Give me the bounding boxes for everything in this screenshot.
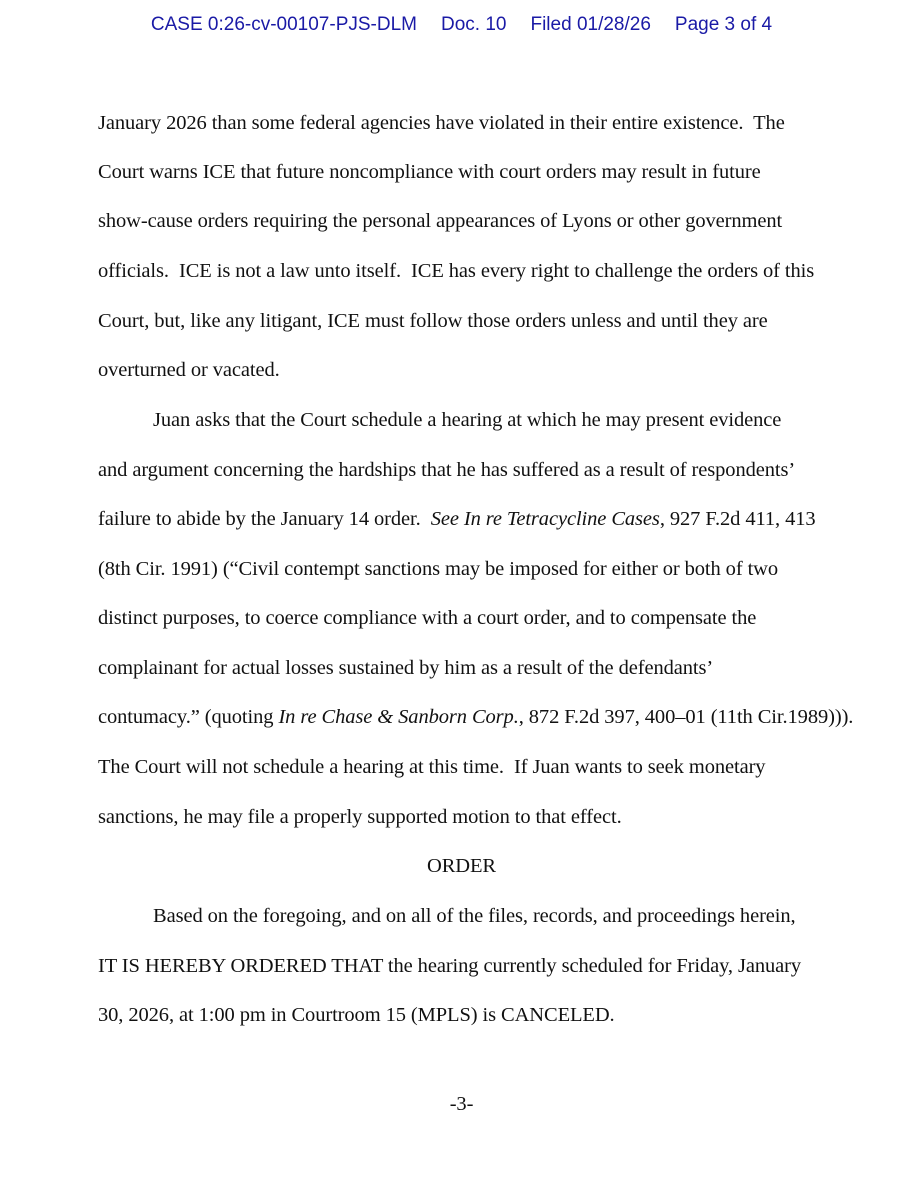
text-line: and argument concerning the hardships that he has suffered as a result of respondents’ xyxy=(98,459,796,481)
text-line: IT IS HEREBY ORDERED THAT the hearing currently scheduled for Friday, January xyxy=(98,955,802,977)
text-line: Juan asks that the Court schedule a hearing at which he may present evidence xyxy=(153,409,782,431)
doc-number: Doc. 10 xyxy=(441,14,507,35)
text-line: 30, 2026, at 1:00 pm in Courtroom 15 (MPLS) is CANCELED. xyxy=(98,1004,615,1026)
page-indicator: Page 3 of 4 xyxy=(674,14,773,35)
document-header xyxy=(0,14,923,36)
text-line: Court, but, like any litigant, ICE must follow those orders unless and until they are xyxy=(98,310,768,332)
text-line-citation: failure to abide by the January 14 order. See In re Tetracycline Cases, 927 F.2d 411, 413 xyxy=(98,508,816,530)
text-line: show-cause orders requiring the personal appearances of Lyons or other government xyxy=(98,210,783,232)
text-line: complainant for actual losses sustained by him as a result of the defendants’ xyxy=(98,657,714,679)
case-citation-tetracycline: See In re Tetracycline Cases xyxy=(430,508,660,530)
text-line: January 2026 than some federal agencies have violated in their entire existence. The xyxy=(98,112,785,134)
text-line: Court warns ICE that future noncompliance with court orders may result in future xyxy=(98,161,761,183)
text-line-citation: contumacy.” (quoting In re Chase & Sanborn Corp., 872 F.2d 397, 400–01 (11th Cir.1989))). xyxy=(98,706,854,728)
filed-date: Filed 01/28/26 xyxy=(530,14,651,35)
order-heading: ORDER xyxy=(427,855,496,877)
case-number: CASE 0:26-cv-00107-PJS-DLM xyxy=(150,14,417,35)
text-line: sanctions, he may file a properly supported motion to that effect. xyxy=(98,806,622,828)
case-citation-chase-sanborn: In re Chase & Sanborn Corp. xyxy=(278,706,519,728)
page-number: -3- xyxy=(449,1093,474,1115)
text-line: overturned or vacated. xyxy=(98,359,280,381)
text-line: The Court will not schedule a hearing at this time. If Juan wants to seek monetary xyxy=(98,756,766,778)
text-line: distinct purposes, to coerce compliance with a court order, and to compensate the xyxy=(98,607,757,629)
text-line: Based on the foregoing, and on all of the files, records, and proceedings herein, xyxy=(153,905,796,927)
text-line: officials. ICE is not a law unto itself. ICE has every right to challenge the orders of this xyxy=(98,260,815,282)
text-line: (8th Cir. 1991) (“Civil contempt sanctions may be imposed for either or both of two xyxy=(98,558,779,580)
